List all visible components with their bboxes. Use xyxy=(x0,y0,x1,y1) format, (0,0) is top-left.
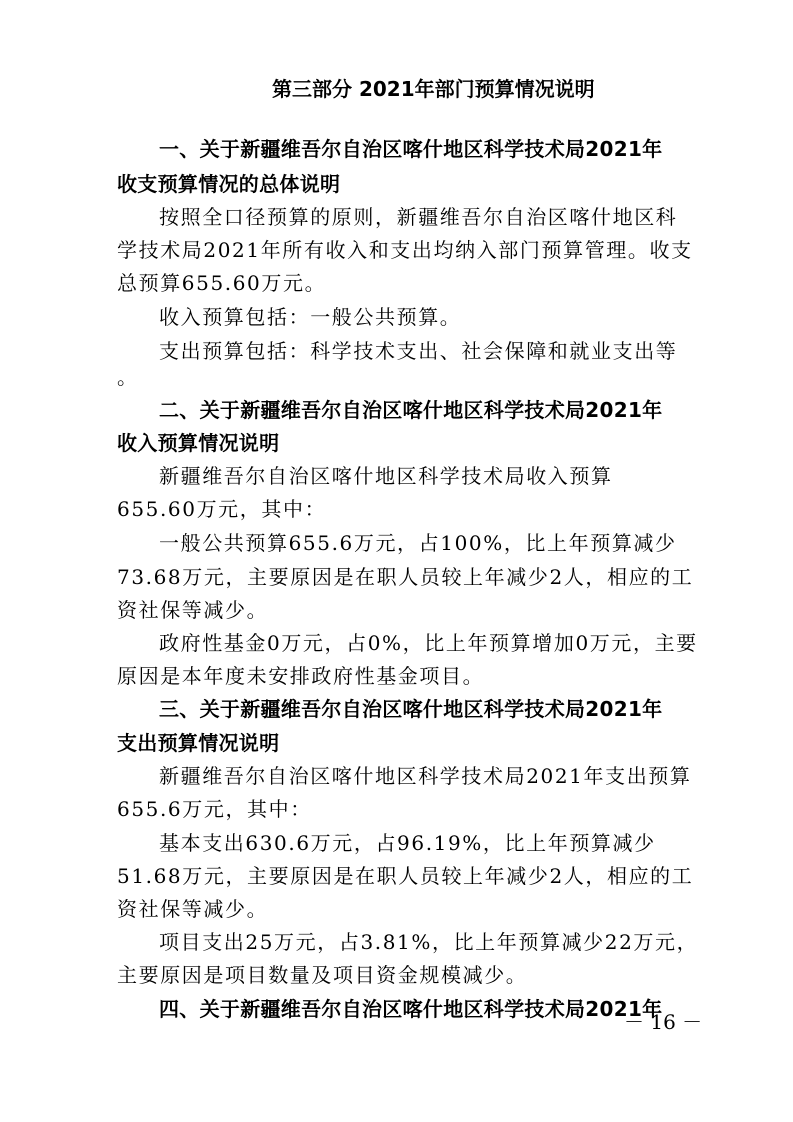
page-title: 第三部分 2021年部门预算情况说明 xyxy=(272,77,595,101)
section-2-paragraph-2-line-3: 资社保等减少。 xyxy=(117,598,269,622)
section-2-paragraph-1-line-1: 新疆维吾尔自治区喀什地区科学技术局收入预算 xyxy=(159,464,613,488)
section-3-paragraph-2-line-2: 51.68万元，主要原因是在职人员较上年减少2人，相应的工 xyxy=(117,864,694,888)
section-3-paragraph-1-line-1: 新疆维吾尔自治区喀什地区科学技术局2021年支出预算 xyxy=(159,764,692,788)
section-4-heading-line-1: 四、关于新疆维吾尔自治区喀什地区科学技术局2021年 xyxy=(159,997,663,1021)
section-2-heading-line-2: 收入预算情况说明 xyxy=(117,431,280,455)
section-2-paragraph-3-line-1: 政府性基金0万元，占0%，比上年预算增加0万元，主要 xyxy=(159,631,698,655)
section-1-paragraph-1-line-1: 按照全口径预算的原则，新疆维吾尔自治区喀什地区科 xyxy=(159,205,678,229)
section-3-heading-line-1: 三、关于新疆维吾尔自治区喀什地区科学技术局2021年 xyxy=(159,697,663,721)
section-1-paragraph-3-line-2: 。 xyxy=(117,365,139,389)
section-1-paragraph-1-line-3: 总预算655.60万元。 xyxy=(117,271,327,295)
section-3-paragraph-2-line-1: 基本支出630.6万元，占96.19%，比上年预算减少 xyxy=(159,831,656,855)
section-3-paragraph-2-line-3: 资社保等减少。 xyxy=(117,897,269,921)
section-3-paragraph-3-line-1: 项目支出25万元，占3.81%，比上年预算减少22万元， xyxy=(159,930,699,954)
section-1-heading-line-2: 收支预算情况的总体说明 xyxy=(117,172,341,196)
section-2-paragraph-2-line-1: 一般公共预算655.6万元，占100%，比上年预算减少 xyxy=(159,531,677,555)
section-1-heading-line-1: 一、关于新疆维吾尔自治区喀什地区科学技术局2021年 xyxy=(159,137,663,161)
section-2-paragraph-3-line-2: 原因是本年度未安排政府性基金项目。 xyxy=(117,664,485,688)
section-1-paragraph-1-line-2: 学技术局2021年所有收入和支出均纳入部门预算管理。收支 xyxy=(117,238,693,262)
section-2-heading-line-1: 二、关于新疆维吾尔自治区喀什地区科学技术局2021年 xyxy=(159,398,663,422)
section-1-paragraph-3-line-1: 支出预算包括：科学技术支出、社会保障和就业支出等 xyxy=(159,339,678,363)
section-3-paragraph-3-line-2: 主要原因是项目数量及项目资金规模减少。 xyxy=(117,963,528,987)
section-2-paragraph-1-line-2: 655.60万元，其中： xyxy=(117,497,327,521)
section-3-paragraph-1-line-2: 655.6万元，其中： xyxy=(117,797,312,821)
section-3-heading-line-2: 支出预算情况说明 xyxy=(117,731,280,755)
section-1-paragraph-2-line-1: 收入预算包括：一般公共预算。 xyxy=(159,305,462,329)
section-2-paragraph-2-line-2: 73.68万元，主要原因是在职人员较上年减少2人，相应的工 xyxy=(117,565,694,589)
page-number: － 16 － xyxy=(624,1010,703,1034)
